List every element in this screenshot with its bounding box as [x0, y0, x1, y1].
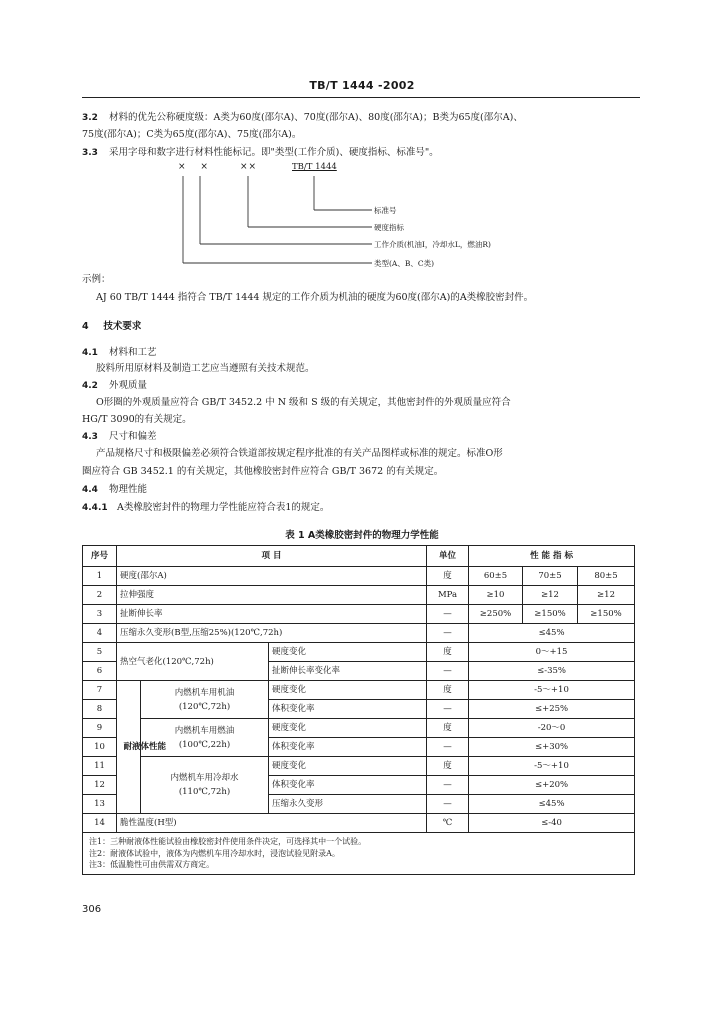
- chapter-4-heading: [82, 320, 141, 333]
- clause-4-1-heading: [82, 346, 157, 360]
- row-no: 7: [83, 681, 117, 700]
- table-notes-row: [83, 833, 635, 875]
- table-row: [83, 567, 635, 586]
- clause-3-2: [82, 111, 523, 125]
- marking-label-standard: 标准号: [374, 206, 397, 215]
- row-unit: —: [427, 738, 469, 757]
- table-note-1: 注1：三种耐液体性能试验由橡胶密封件使用条件决定，可选择其中一个试验。: [89, 837, 367, 846]
- group-fuel-oil-condition: (100℃,22h): [178, 739, 231, 750]
- row-no: 10: [83, 738, 117, 757]
- table-row: [83, 605, 635, 624]
- row-item: 硬度(邵尔A): [117, 567, 427, 586]
- table-row: [83, 643, 635, 662]
- liquid-resistance-label: 耐液体性能: [123, 742, 167, 752]
- marking-type-symbols: × ×: [178, 162, 214, 172]
- group-engine-oil: [141, 681, 269, 719]
- row-subitem: 硬度变化: [269, 757, 427, 776]
- row-value-80: ≥150%: [578, 605, 635, 624]
- clause-4-4-number: 4.4: [82, 485, 98, 495]
- table-caption: 表 1 A类橡胶密封件的物理力学性能: [285, 530, 439, 541]
- row-value: -5～+10: [469, 757, 635, 776]
- page-number: 306: [82, 904, 102, 915]
- chapter-4-title: 技术要求: [103, 321, 142, 332]
- row-unit: —: [427, 605, 469, 624]
- row-unit: 度: [427, 719, 469, 738]
- row-item: 扯断伸长率: [117, 605, 427, 624]
- row-no: 6: [83, 662, 117, 681]
- row-no: 14: [83, 814, 117, 833]
- physical-properties-table: [82, 545, 635, 875]
- clause-4-4-1-number: 4.4.1: [82, 503, 108, 513]
- header-unit: 单位: [427, 546, 469, 567]
- table-row: [83, 681, 635, 700]
- clause-4-4-1: [82, 501, 329, 515]
- row-no: 8: [83, 700, 117, 719]
- row-value: ≤-40: [469, 814, 635, 833]
- clause-4-4-1-text: A类橡胶密封件的物理力学性能应符合表1的规定。: [117, 502, 330, 513]
- row-subitem: 压缩永久变形: [269, 795, 427, 814]
- row-value-80: 80±5: [578, 567, 635, 586]
- clause-4-4-title: 物理性能: [109, 484, 148, 495]
- row-value: ≤+25%: [469, 700, 635, 719]
- clause-4-2-title: 外观质量: [109, 380, 148, 391]
- row-value: ≤45%: [469, 624, 635, 643]
- standard-header: TB/T 1444 -2002: [309, 79, 415, 92]
- example-label: 示例：: [82, 274, 111, 285]
- clause-4-2-line2: HG/T 3090的有关规定。: [82, 414, 192, 425]
- row-subitem: 硬度变化: [269, 719, 427, 738]
- clause-4-2-heading: [82, 379, 147, 393]
- row-no: 3: [83, 605, 117, 624]
- clause-4-3-title: 尺寸和偏差: [109, 431, 157, 442]
- group-engine-oil-name: 内燃机车用机油: [174, 687, 235, 698]
- row-no: 4: [83, 624, 117, 643]
- clause-3-2-line2: 75度(邵尔A)；C类为65度(邵尔A)、75度(邵尔A)。: [82, 129, 302, 140]
- row-value-60: ≥250%: [469, 605, 523, 624]
- clause-3-2-number: 3.2: [82, 113, 98, 123]
- row-value: ≤-35%: [469, 662, 635, 681]
- clause-4-1-text: 胶料所用原材料及制造工艺应当遵照有关技术规范。: [96, 363, 315, 374]
- row-unit: 度: [427, 681, 469, 700]
- group-fuel-oil-name: 内燃机车用燃油: [174, 725, 235, 736]
- clause-4-4-heading: [82, 483, 147, 497]
- row-value-60: ≥10: [469, 586, 523, 605]
- marking-label-type: 类型(A、B、C类): [374, 259, 435, 268]
- group-coolant-name: 内燃机车用冷却水: [170, 773, 239, 783]
- row-value-70: 70±5: [523, 567, 578, 586]
- group-coolant: [141, 757, 269, 814]
- header-performance: 性 能 指 标: [469, 546, 635, 567]
- clause-3-3: [82, 146, 439, 160]
- header-item: 项 目: [117, 546, 427, 567]
- row-subitem: 体积变化率: [269, 700, 427, 719]
- group-coolant-condition: (110℃,72h): [178, 787, 231, 797]
- row-item: 拉伸强度: [117, 586, 427, 605]
- clause-4-3-line1: 产品规格尺寸和极限偏差必须符合铁道部按规定程序批准的有关产品图样或标准的规定。标准O形: [96, 448, 503, 459]
- row-subitem: 硬度变化: [269, 681, 427, 700]
- row-unit: —: [427, 624, 469, 643]
- clause-3-3-text: 采用字母和数字进行材料性能标记。即"类型(工作介质)、硬度指标、标准号"。: [109, 147, 439, 158]
- clause-4-2-number: 4.2: [82, 381, 98, 391]
- group-heat-aging: 热空气老化(120℃,72h): [117, 643, 269, 681]
- table-notes: [83, 833, 635, 875]
- marking-label-medium: 工作介质(机油I，冷却水L，燃油R): [374, 240, 491, 249]
- clause-4-1-number: 4.1: [82, 348, 98, 358]
- row-no: 5: [83, 643, 117, 662]
- example-text: AJ 60 TB/T 1444 指符合 TB/T 1444 规定的工作介质为机油的硬度为60度(邵尔A)的A类橡胶密封件。: [96, 292, 534, 303]
- row-value: 0～+15: [469, 643, 635, 662]
- row-unit: 度: [427, 757, 469, 776]
- table-row: [83, 757, 635, 776]
- row-value: ≤+30%: [469, 738, 635, 757]
- row-no: 12: [83, 776, 117, 795]
- row-unit: MPa: [427, 586, 469, 605]
- row-no: 9: [83, 719, 117, 738]
- row-subitem: 体积变化率: [269, 776, 427, 795]
- row-item: 脆性温度(H型): [117, 814, 427, 833]
- row-subitem: 硬度变化: [269, 643, 427, 662]
- clause-4-3-heading: [82, 430, 157, 444]
- row-value-70: ≥12: [523, 586, 578, 605]
- row-value: -20～0: [469, 719, 635, 738]
- clause-4-3-line2: 圈应符合 GB 3452.1 的有关规定，其他橡胶密封件应符合 GB/T 3672 的有关规定。: [82, 466, 444, 477]
- chapter-4-number: 4: [82, 321, 89, 332]
- row-unit: 度: [427, 643, 469, 662]
- row-item: 压缩永久变形(B型,压缩25%)(120℃,72h): [117, 624, 427, 643]
- row-value-80: ≥12: [578, 586, 635, 605]
- row-subitem: 扯断伸长率变化率: [269, 662, 427, 681]
- table-row: [83, 586, 635, 605]
- clause-3-2-line1: 材料的优先公称硬度级：A类为60度(邵尔A)、70度(邵尔A)、80度(邵尔A)；B类为65度(邵尔A)、: [109, 112, 523, 123]
- row-value-60: 60±5: [469, 567, 523, 586]
- row-unit: —: [427, 776, 469, 795]
- row-no: 13: [83, 795, 117, 814]
- table-header-row: [83, 546, 635, 567]
- row-value-70: ≥150%: [523, 605, 578, 624]
- row-no: 1: [83, 567, 117, 586]
- table-note-2: 注2：耐液体试验中，液体为内燃机车用冷却水时，浸泡试验见附录A。: [89, 848, 340, 858]
- row-value: -5～+10: [469, 681, 635, 700]
- clause-4-2-line1: O形圈的外观质量应符合 GB/T 3452.2 中 N 级和 S 级的有关规定，其他密封件的外观质量应符合: [96, 397, 511, 408]
- group-engine-oil-condition: (120℃,72h): [178, 701, 231, 712]
- table-row: [83, 814, 635, 833]
- row-no: 2: [83, 586, 117, 605]
- row-unit: ℃: [427, 814, 469, 833]
- marking-standard: TB/T 1444: [292, 162, 337, 172]
- row-unit: —: [427, 795, 469, 814]
- table-row: [83, 719, 635, 738]
- clause-3-3-number: 3.3: [82, 148, 98, 158]
- row-unit: —: [427, 700, 469, 719]
- header-no: 序号: [83, 546, 117, 567]
- header-rule: [82, 97, 640, 98]
- row-value: ≤+20%: [469, 776, 635, 795]
- group-liquid-resistance: [117, 681, 167, 814]
- row-no: 11: [83, 757, 117, 776]
- marking-hardness-symbols: ××: [240, 162, 258, 172]
- clause-4-1-title: 材料和工艺: [109, 347, 157, 358]
- table-note-3: 注3：低温脆性可由供需双方商定。: [89, 860, 215, 869]
- row-unit: 度: [427, 567, 469, 586]
- marking-label-hardness: 硬度指标: [374, 223, 404, 232]
- table-row: [83, 624, 635, 643]
- row-value: ≤45%: [469, 795, 635, 814]
- row-unit: —: [427, 662, 469, 681]
- row-subitem: 体积变化率: [269, 738, 427, 757]
- clause-4-3-number: 4.3: [82, 432, 98, 442]
